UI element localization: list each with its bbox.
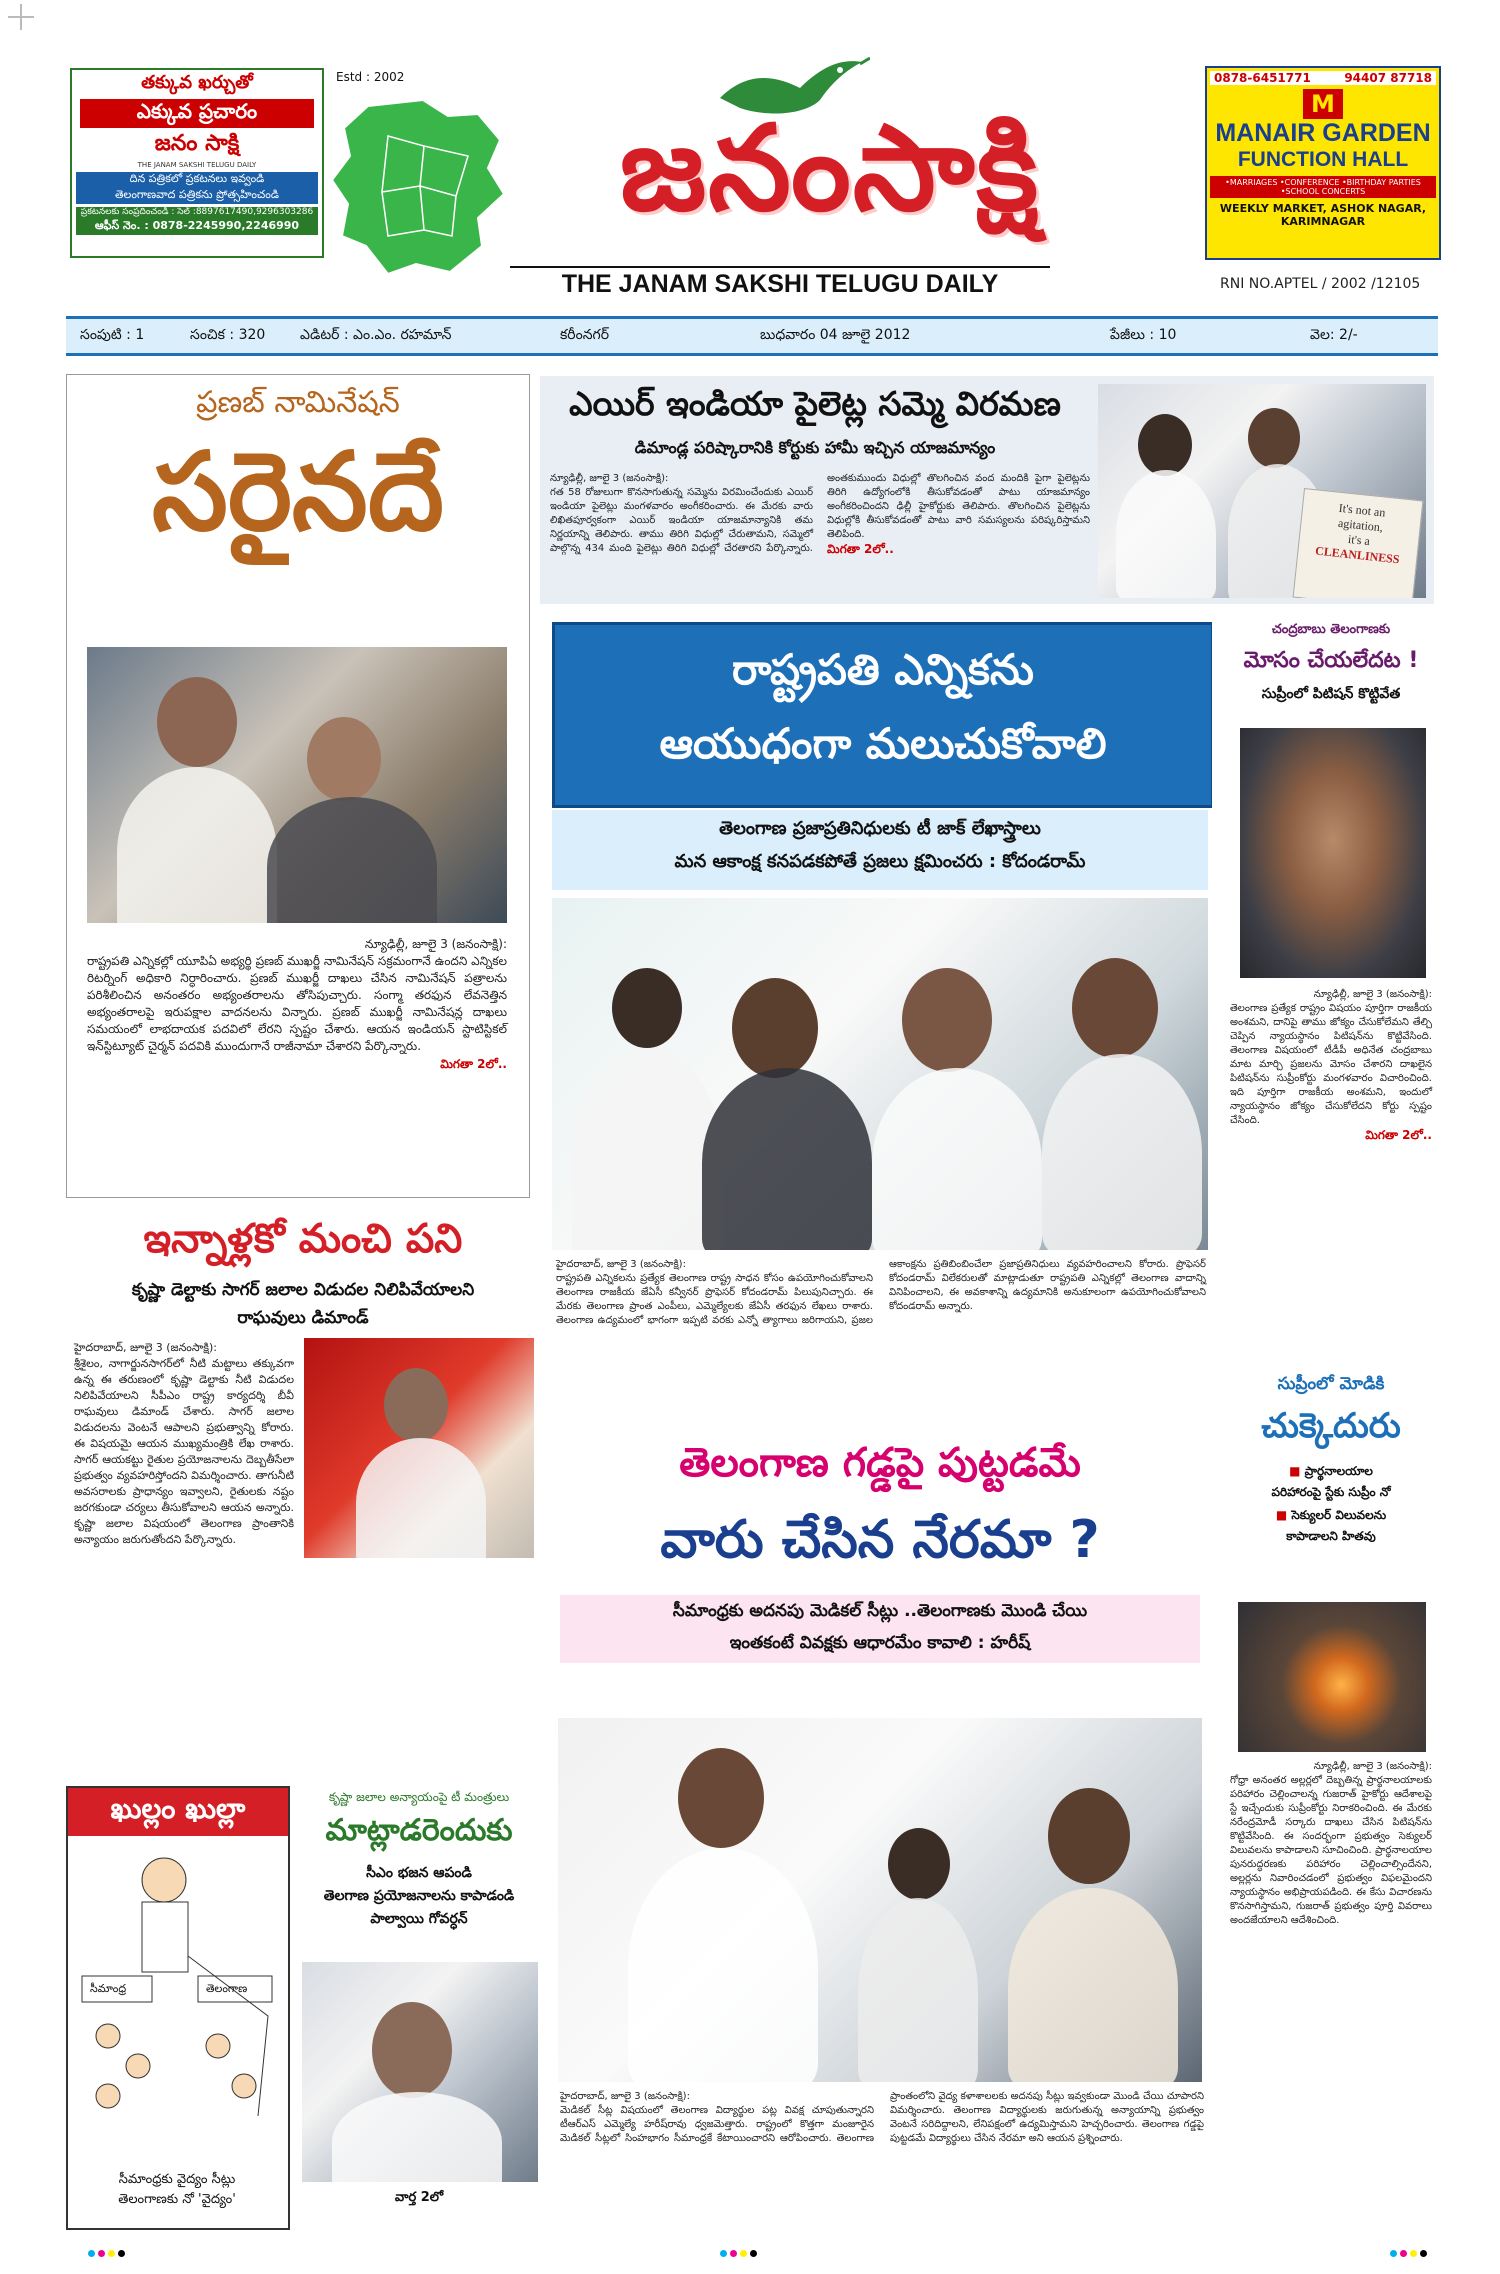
airindia-headline: ఎయిర్ ఇండియా పైలెట్ల సమ్మె విరమణ [569,384,1061,423]
registration-mark [8,4,34,30]
sagar-sub1: కృష్ణా డెల్టాకు సాగర్ జలాల విడుదల నిలిపివేయాలని [131,1280,475,1300]
manair-logo-icon: M [1303,89,1343,119]
city: కరీంనగర్ [560,326,609,343]
ad-left-line1: తక్కువ ఖర్చుతో [141,72,253,93]
medical-headline2: వారు చేసిన నేరమా ? [660,1510,1100,1570]
medical-sub1: సీమాంధ్రకు అదనపు మెడికల్ సీట్లు ..తెలంగాణకు మొండి చేయి [672,1601,1088,1621]
medical-body: మెడికల్ సీట్ల విషయంలో తెలంగాణ విద్యార్థుల పట్ల వివక్ష చూపుతున్నారని టీఆర్ఎస్ ఎమ్మెల్యే హరీష్‌రావు ధ్వజమెత్తారు. రాష్ట్రంలో కొత్తగా మంజూరైన మెడికల్ సీట్లలో సింహభాగం సీమాంధ్రకే కేటాయించారని ఆరోపించారు. తెలంగాణ ప్రాంతంలోని వైద్య కళాశాలలకు అదనపు సీట్లు ఇవ్వకుండా మొండి చేయి చూపారని విమర్శించారు. తెలంగాణ విద్యార్థులకు జరుగుతున్న అన్యాయాన్ని ప్రభుత్వం వెంటనే సరిదిద్దాలని, లేనిపక్షంలో ఉద్యమిస్తామని హెచ్చరించారు. తెలంగాణ గడ్డపై పుట్టడమే విద్యార్థులు చేసిన నేరమా అని ఆయన ప్రశ్నించారు. [560,2091,1204,2144]
president-dateline: హైదరాబాద్, జూలై 3 (జనంసాక్షి): [556,1259,686,1270]
modi-bullet2b: కాపాడాలని హితవు [1286,1529,1376,1543]
volume: సంపుటి : 1 [80,326,145,343]
modi-headline: చుక్కెదురు [1261,1406,1401,1446]
president-sub1: తెలంగాణ ప్రజాప్రతినిధులకు టీ జాక్ లేఖాస్త్రాలు [719,818,1041,839]
sign-line2: agitation, [1337,515,1384,535]
sagar-dateline: హైదరాబాద్, జూలై 3 (జనంసాక్షి): [74,1341,217,1354]
president-body: రాష్ట్రపతి ఎన్నికలను ప్రత్యేక తెలంగాణ రాష్ట్ర సాధన కోసం ఉపయోగించుకోవాలని తెలంగాణ రాజకీయ జేఏసీ కన్వీనర్ ప్రొఫెసర్ కోదండరామ్ పిలుపునిచ్చారు. ఈ మేరకు తెలంగాణ ప్రాంత ఎంపీలు, ఎమ్మెల్యేలకు జేఏసీ తరఫున లేఖలు రాశారు. తెలంగాణ ఉద్యమంలో భాగంగా ఇప్పటి వరకు ఎన్నో త్యాగాలు జరిగాయని, ప్రజల ఆకాంక్షను ప్రతిబింబించేలా ప్రజాప్రతినిధులు వ్యవహరించాలని కోరారు. ప్రొఫెసర్ కోదండరామ్ విలేకరులతో మాట్లాడుతూ రాష్ట్రపతి ఎన్నికల్లో తెలంగాణ వాదాన్ని వినిపించాలని, ఈ అవకాశాన్ని ఉద్యమానికి అనుకూలంగా ఉపయోగించుకోవాలని కోదండరామ్ అన్నారు. [556,1259,1206,1326]
kodandaram-photo [552,898,1208,1250]
estd-label: Estd : 2002 [336,70,405,84]
ad-left-line4: తెలంగాణవాద పత్రికను ప్రోత్సహించండి [76,188,318,204]
airindia-body: గత 58 రోజులుగా కొనసాగుతున్న సమ్మెను విరమించేందుకు ఎయిర్ ఇండియా పైలెట్లు మంగళవారం అంగీకరించారు. ఈ మేరకు వారు లిఖితపూర్వకంగా ఎయిర్ ఇండియా యాజమాన్యానికి తమ నిర్ణయాన్ని తెలిపారు. తాము తిరిగి విధుల్లో చేరుతామని, సమ్మెలో పాల్గొన్న 434 మంది పైలెట్లు తిరిగి విధుల్లో చేరతారని పేర్కొన్నారు. అంతకుముందు విధుల్లో తొలగించిన వంద మందికి పైగా పైలెట్లను తిరిగి ఉద్యోగంలోకి తీసుకోవడంతో పాటు యాజమాన్యం అంగీకరించిందని ఢిల్లీ హైకోర్టుకు తెలిపారు. తొలగించిన పైలెట్లను విధుల్లోకి తీసుకోవడంతో పాటు వారి సమస్యలను పరిష్కరిస్తామని తెలిపింది. [550,473,1090,554]
story-president [548,622,1212,1420]
krishna-sub1: సీఎం భజన ఆపండి [366,1865,472,1881]
story-sagar [66,1216,540,1756]
story-chandrababu [1226,622,1436,1366]
story-medical [548,1434,1212,2240]
pranab-kicker: ప్రణబ్ నామినేషన్ [196,385,400,420]
chandrababu-dateline: న్యూఢిల్లీ, జూలై 3 (జనంసాక్షి): [1313,989,1432,1000]
ad-right-hall: FUNCTION HALL [1237,148,1409,171]
airindia-read-more[interactable]: మిగతా 2లో.. [827,542,894,556]
editor: ఎడిటర్ : ఎం.ఎం. రహమాన్ [300,326,452,343]
harish-photo [558,1718,1202,2082]
ad-left-line3: దిన పత్రికలో ప్రకటనలు ఇవ్వండి [76,172,318,188]
ad-left-line6: ఆఫీస్ నెం. : 0878-2245990,2246990 [76,219,318,235]
krishna-sub3: పాల్వాయి గోవర్ధన్ [370,1911,468,1927]
ad-right [1205,66,1441,260]
color-registration-center [720,2250,757,2257]
ad-right-services: •MARRIAGES •CONFERENCE •BIRTHDAY PARTIES •SCHOOL CONCERTS [1210,176,1436,198]
masthead-title: జనంసాక్షి [619,98,1041,237]
modi-bullet1a: ■ ప్రార్థనాలయాల [1289,1464,1373,1478]
president-banner [552,622,1212,808]
cartoon-tag-telangana: తెలంగాణ [206,1982,248,1995]
chandrababu-kicker: చంద్రబాబు తెలంగాణకు [1271,622,1391,637]
sagar-headline: ఇన్నాళ్లకో మంచి పని [143,1216,463,1262]
president-headline1: రాష్ట్రపతి ఎన్నికను [732,645,1034,694]
krishna-read-more[interactable]: వార్త 2లో [394,2190,444,2205]
masthead-subtitle: THE JANAM SAKSHI TELUGU DAILY [510,266,1050,299]
ad-right-phone2: 94407 87718 [1344,71,1432,85]
chandrababu-body: తెలంగాణ ప్రత్యేక రాష్ట్రం విషయం పూర్తిగా రాజకీయ అంశమని, దానిపై తాము జోక్యం చేసుకోలేమని తేల్చి చెప్పిన న్యాయస్థానం పిటిషన్‌ను కొట్టివేసింది. తెలంగాణ విషయంలో టీడీపీ అధినేత చంద్రబాబు మాట మార్చి ప్రజలను మోసం చేశారని దాఖలైన పిటిషన్‌ను సుప్రీంకోర్టు మంగళవారం విచారించింది. ఇది పూర్తిగా రాజకీయ అంశమని, ఇందులో న్యాయస్థానం జోక్యం చేసుకోలేదని కోర్టు స్పష్టం చేసింది. [1230,1003,1432,1126]
cartoon [66,1786,290,2230]
ad-left-line5: ప్రకటనలకు సంప్రదించండి : సెల్ :8897617490,9296303286 [76,207,318,219]
medical-sub2: ఇంతకంటే వివక్షకు ఆధారమేం కావాలి : హరీష్ [729,1633,1031,1653]
ad-left [70,68,324,258]
sagar-body: శ్రీశైలం, నాగార్జునసాగర్‌లో నీటి మట్టాలు తక్కువగా ఉన్న ఈ తరుణంలో కృష్ణా డెల్టాకు నీటి విడుదల నిలిపివేయాలని సీపీఎం రాష్ట్ర కార్యదర్శి బీవీ రాఘవులు డిమాండ్ చేశారు. సాగర్ జలాల విడుదలను వెంటనే ఆపాలని ప్రభుత్వాన్ని కోరారు. ఈ విషయమై ఆయన ముఖ్యమంత్రికి లేఖ రాశారు. సాగర్ ఆయకట్టు రైతుల ప్రయోజనాలను దెబ్బతీసేలా ప్రభుత్వం వ్యవహరిస్తోందని విమర్శించారు. తాగునీటి అవసరాలకు ప్రాధాన్యం ఇవ్వాలని, రైతులకు నష్టం జరగకుండా చర్యలు తీసుకోవాలని ఆయన అన్నారు. కృష్ణా జలాల విషయంలో తెలంగాణ ప్రాంతానికి అన్యాయం జరుగుతోందని పేర్కొన్నారు. [74,1357,294,1546]
dateline-bar [66,316,1438,356]
pranab-read-more[interactable]: మిగతా 2లో.. [440,1057,507,1071]
airindia-subhead: డిమాండ్ల పరిష్కారానికి కోర్టుకు హామీ ఇచ్చిన యాజమాన్యం [634,438,996,457]
ad-right-name: MANAIR GARDEN [1215,119,1431,147]
cartoon-caption2: తెలంగాణకు నో 'వైద్యం' [118,2192,236,2207]
president-headline2: ఆయుధంగా మలుచుకోవాలి [659,719,1107,768]
issue: సంచిక : 320 [190,326,266,343]
sign-line1: It's not an [1338,500,1387,520]
pranab-headline: సరైనదే [152,429,444,555]
sign-line4: CLEANLINESS [1314,543,1401,567]
pranab-dateline: న్యూఢిల్లీ, జూలై 3 (జనంసాక్షి): [364,937,507,951]
medical-headline1: తెలంగాణ గడ్డపై పుట్టడమే [679,1440,1081,1486]
modi-body: గోధ్రా అనంతర అల్లర్లలో దెబ్బతిన్న ప్రార్థనాలయాలకు పరిహారం చెల్లించాలన్న గుజరాత్ హైకోర్టు ఆదేశాలపై స్టే ఇచ్చేందుకు సుప్రీంకోర్టు నిరాకరించింది. ఈ మేరకు నరేంద్రమోడీ సర్కారు దాఖలు చేసిన పిటిషన్‌ను కొట్టివేసింది. ఈ సందర్భంగా ప్రభుత్వం సెక్యులర్ విలువలను కాపాడాలని సూచించింది. ప్రార్థనాలయాల పునరుద్ధరణకు పరిహారం చెల్లించాల్సిందేనని, అల్లర్లను నివారించడంలో ప్రభుత్వం విఫలమైందని న్యాయస్థానం అభిప్రాయపడింది. ఈ కేసు విచారణను కొనసాగిస్తామని, గుజరాత్ ప్రభుత్వం పూర్తి వివరాలు అందజేయాలని ఆదేశించింది. [1230,1775,1432,1926]
ad-right-phone1: 0878-6451771 [1214,71,1311,85]
telangana-map-icon [328,96,508,278]
cartoon-tag-seemandhra: సీమాంధ్ర [90,1982,127,1995]
ad-left-tag: THE JANAM SAKSHI TELUGU DAILY [137,161,257,169]
color-registration-left [88,2250,125,2257]
krishna-sub2: తెలగాణ ప్రయోజనాలను కాపాడండి [323,1888,515,1904]
price: వెల: 2/- [1310,326,1358,343]
color-registration-right [1390,2250,1427,2257]
story-modi [1226,1374,1436,2226]
chandrababu-read-more[interactable]: మిగతా 2లో.. [1365,1128,1432,1142]
modi-dateline: న్యూఢిల్లీ, జూలై 3 (జనంసాక్షి): [1313,1761,1432,1772]
ad-left-line2: ఎక్కువ ప్రచారం [80,99,314,128]
story-krishna [296,1790,542,2230]
pranab-photo [87,647,507,923]
president-subbox [552,810,1208,890]
ad-right-address: WEEKLY MARKET, ASHOK NAGAR, KARIMNAGAR [1219,202,1427,228]
cartoon-caption1: సీమాంధ్రకు వైద్యం సీట్లు [118,2172,236,2187]
medical-subbox [560,1595,1200,1663]
raghavulu-photo [304,1338,534,1558]
chandrababu-sub: సుప్రీంలో పిటిషన్ కొట్టివేత [1261,686,1401,702]
date: బుధవారం 04 జూలై 2012 [760,326,911,343]
story-airindia [540,376,1434,604]
airindia-dateline: న్యూఢిల్లీ, జూలై 3 (జనంసాక్షి): [550,473,669,484]
chandrababu-photo [1240,728,1426,978]
story-pranab [66,374,530,1198]
pranab-text [87,935,507,1073]
chandrababu-headline: మోసం చేయలేదట ! [1243,648,1419,673]
pranab-body: రాష్ట్రపతి ఎన్నికల్లో యూపిఏ అభ్యర్థి ప్రణబ్ ముఖర్జీ నామినేషన్ సక్రమంగానే ఉందని ఎన్నికల రిటర్నింగ్ అధికారి నిర్ధారించారు. ప్రణబ్ ముఖర్జీ దాఖలు చేసిన నామినేషన్ పత్రాలను పరిశీలించిన అనంతరం అభ్యంతరాలను తోసిపుచ్చారు. సంగ్మా తరఫున లేవనెత్తిన అభ్యంతరాలపై ఇరుపక్షాల వాదనలను విన్నారు. ప్రణబ్ ముఖర్జీ నామినేషన్ల దాఖలు సమయంలో లాభదాయక పదవిలో లేరని స్పష్టం చేశారు. ఆయన ఇండియన్ స్టాటిస్టికల్ ఇన్‌స్టిట్యూట్ చైర్మన్ పదవికి ముందుగానే రాజీనామా చేశారని పేర్కొన్నారు. [87,954,507,1053]
modi-bullet1b: పరిహారంపై స్టేకు సుప్రీం నో [1271,1485,1391,1499]
medical-dateline: హైదరాబాద్, జూలై 3 (జనంసాక్షి): [560,2091,690,2102]
krishna-headline: మాట్లాడరెందుకు [325,1813,513,1848]
sagar-sub2: రాఘవులు డిమాండ్ [237,1308,369,1328]
cartoon-title: ఖుల్లం ఖుల్లా [68,1788,288,1836]
sign-line3: it's a [1347,531,1371,549]
modi-kicker: సుప్రీంలో మోడికి [1277,1374,1385,1394]
ad-left-brand: జనం సాక్షి [154,130,240,156]
president-sub2: మన ఆకాంక్ష కనపడకపోతే ప్రజలు క్షమించరు : కోదండరామ్ [674,851,1086,872]
riot-photo [1238,1602,1426,1752]
rni-number: RNI NO.APTEL / 2002 /12105 [1220,276,1421,292]
pilots-photo [1098,384,1426,598]
krishna-kicker: కృష్ణా జలాల అన్యాయంపై టీ మంత్రులు [328,1790,510,1804]
modi-bullet2a: ■ సెక్యులర్ విలువలను [1275,1508,1387,1522]
pages: పేజీలు : 10 [1110,326,1177,343]
govardhan-photo [302,1962,538,2182]
